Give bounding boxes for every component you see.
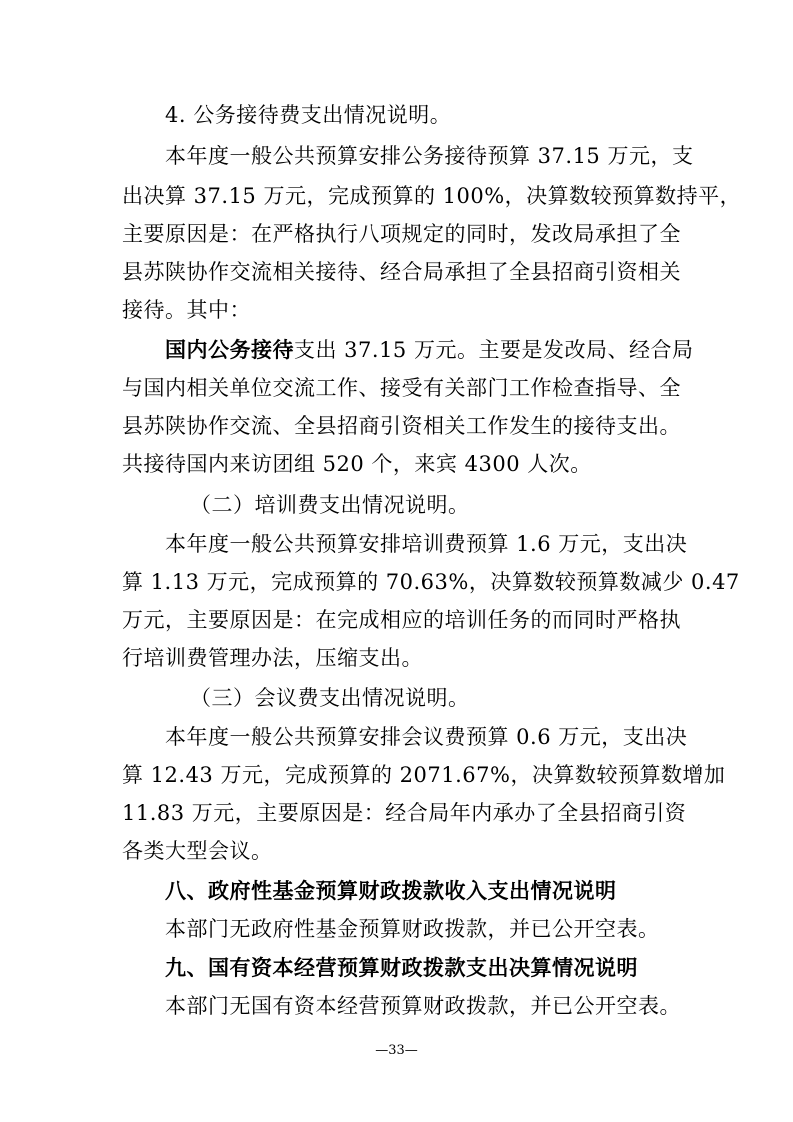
paragraph-line: 本部门无国有资本经营预算财政拨款，并已公开空表。	[165, 994, 681, 1018]
paragraph-line: 算 1.13 万元，完成预算的 70.63%，决算数较预算数减少 0.47	[122, 570, 740, 594]
domestic-reception-text: 支出 37.15 万元。主要是发改局、经合局	[294, 338, 694, 362]
paragraph-line: 与国内相关单位交流工作、接受有关部门工作检查指导、全	[122, 376, 681, 400]
page-number: —33—	[375, 1043, 418, 1058]
section-4-title: 4. 公务接待费支出情况说明。	[165, 103, 452, 127]
paragraph-line: 本年度一般公共预算安排培训费预算 1.6 万元，支出决	[165, 532, 688, 556]
paragraph-line: 行培训费管理办法，压缩支出。	[122, 646, 423, 670]
paragraph-line: 出决算 37.15 万元，完成预算的 100%，决算数较预算数持平，	[122, 184, 742, 208]
paragraph-line: 本年度一般公共预算安排公务接待预算 37.15 万元，支	[165, 144, 694, 168]
paragraph-line: 共接待国内来访团组 520 个，来宾 4300 人次。	[122, 452, 592, 476]
paragraph-line-domestic-reception	[165, 335, 694, 365]
paragraph-line: 11.83 万元，主要原因是：经合局年内承办了全县招商引资	[122, 801, 687, 825]
paragraph-line: 算 12.43 万元，完成预算的 2071.67%，决算数较预算数增加	[122, 763, 726, 787]
paragraph-line: 万元，主要原因是：在完成相应的培训任务的而同时严格执	[122, 608, 681, 632]
paragraph-line: 县苏陕协作交流相关接待、经合局承担了全县招商引资相关	[122, 260, 681, 284]
paragraph-line: 县苏陕协作交流、全县招商引资相关工作发生的接待支出。	[122, 414, 681, 438]
paragraph-line: 主要原因是：在严格执行八项规定的同时，发改局承担了全	[122, 222, 681, 246]
paragraph-line: 本部门无政府性基金预算财政拨款，并已公开空表。	[165, 917, 660, 941]
domestic-reception-label: 国内公务接待	[165, 338, 294, 362]
section-2-title: （二）培训费支出情况说明。	[190, 493, 470, 517]
paragraph-line: 各类大型会议。	[122, 839, 273, 863]
paragraph-line: 本年度一般公共预算安排会议费预算 0.6 万元，支出决	[165, 725, 688, 749]
section-3-title: （三）会议费支出情况说明。	[190, 686, 470, 710]
section-9-heading: 九、国有资本经营预算财政拨款支出决算情况说明	[165, 956, 638, 980]
paragraph-line: 接待。其中：	[122, 298, 251, 322]
section-8-heading: 八、政府性基金预算财政拨款收入支出情况说明	[165, 879, 617, 903]
